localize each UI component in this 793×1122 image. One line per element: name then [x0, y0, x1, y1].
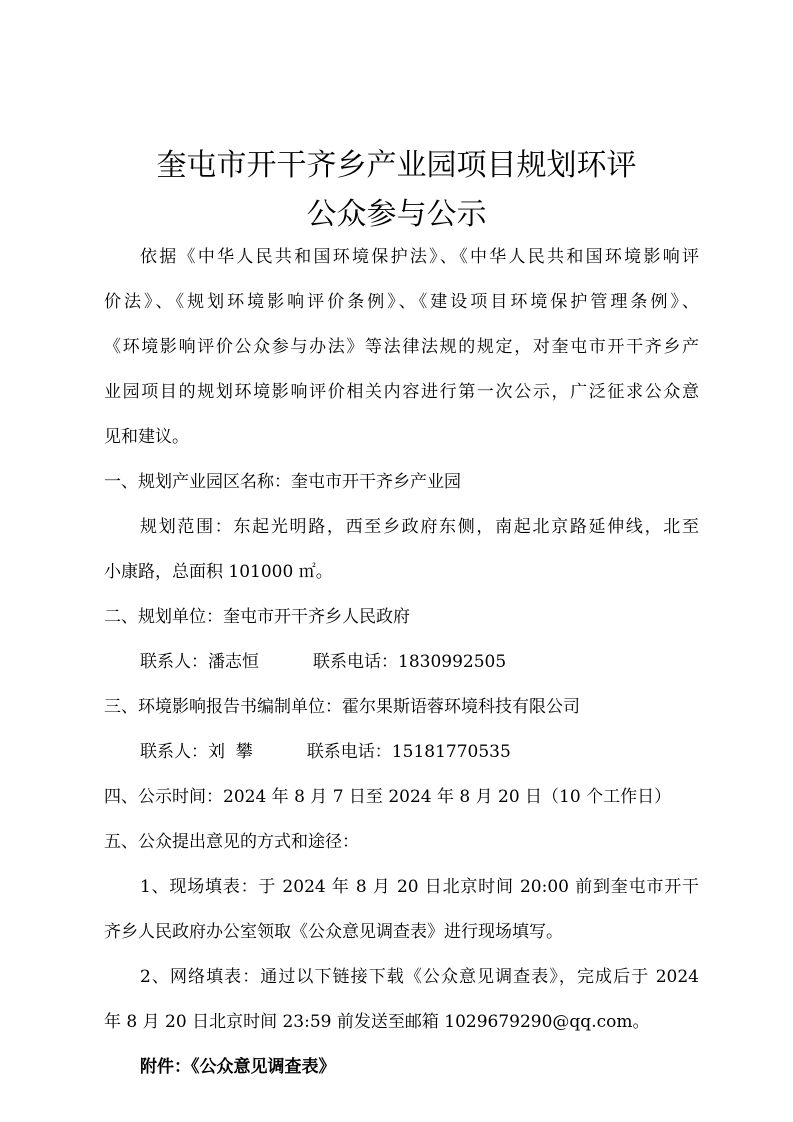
attachment-label: 附件：《公众意见调查表》 [140, 1057, 336, 1077]
section-3-heading: 三、环境影响报告书编制单位：霍尔果斯语蓉环境科技有限公司 [104, 697, 580, 717]
title-line-1: 奎屯市开干齐乡产业园项目规划环评 [156, 148, 637, 183]
method-2-line-1: 2、网络填表：通过以下链接下载《公众意见调查表》，完成后于 2024 [140, 967, 699, 987]
method-2-line-2: 年 8 月 20 日北京时间 23:59 前发送至邮箱 1029679290@qq.com。 [104, 1012, 650, 1032]
title-line-2: 公众参与公示 [306, 197, 487, 232]
section-2-contact [140, 650, 506, 674]
intro-line-5: 见和建议。 [104, 427, 189, 447]
section-2-heading: 二、规划单位：奎屯市开干齐乡人民政府 [104, 607, 410, 627]
section-3-contact [140, 740, 511, 764]
section-4-heading: 四、公示时间：2024 年 8 月 7 日至 2024 年 8 月 20 日（10 个工作日） [104, 787, 672, 807]
intro-line-1: 依据《中华人民共和国环境保护法》、《中华人民共和国环境影响评 [140, 247, 699, 267]
contact-phone: 联系电话：1830992505 [313, 652, 507, 672]
intro-line-2: 价法》、《规划环境影响评价条例》、《建设项目环境保护管理条例》、 [104, 292, 699, 312]
intro-line-4: 业园项目的规划环境影响评价相关内容进行第一次公示，广泛征求公众意 [104, 382, 699, 402]
intro-line-3: 《环境影响评价公众参与办法》等法律法规的规定，对奎屯市开干齐乡产 [104, 337, 699, 357]
section-5-heading: 五、公众提出意见的方式和途径： [104, 832, 359, 852]
method-1-line-1: 1、现场填表：于 2024 年 8 月 20 日北京时间 20:00 前到奎屯市开干 [140, 877, 699, 897]
scope-line-1: 规划范围：东起光明路，西至乡政府东侧，南起北京路延伸线，北至 [140, 517, 699, 537]
contact-person: 联系人：刘 攀 [140, 742, 253, 762]
section-1-heading: 一、规划产业园区名称：奎屯市开干齐乡产业园 [104, 472, 461, 492]
contact-phone: 联系电话：15181770535 [306, 742, 511, 762]
method-1-line-2: 齐乡人民政府办公室领取《公众意见调查表》进行现场填写。 [104, 922, 563, 942]
contact-person: 联系人：潘志恒 [140, 652, 259, 672]
scope-line-2: 小康路，总面积 101000 ㎡。 [104, 562, 333, 582]
